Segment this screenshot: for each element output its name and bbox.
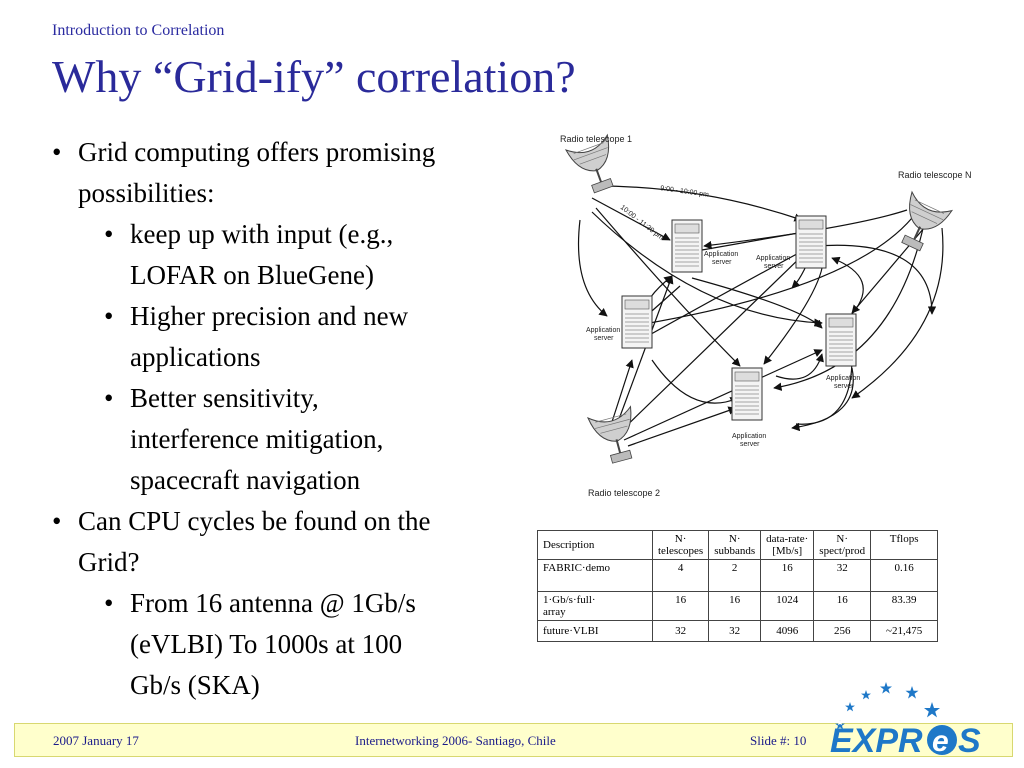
label-app-server: Application [586,327,621,334]
expres-logo [828,676,988,762]
header-cell: Description [538,531,653,560]
application-server-icon [796,216,826,268]
bullet-dot: • [104,219,114,249]
table-cell: FABRIC·demo [538,560,653,592]
section-title: Introduction to Correlation [52,22,225,39]
label-time-2: 10:00 - 11:30 pm [618,204,665,242]
table-cell: 256 [814,621,871,642]
footer-event: Internetworking 2006- Santiago, Chile [355,733,556,748]
logo-text-left: EXPR [830,722,923,760]
bullet-line: (eVLBI) To 1000s at 100 [130,629,403,659]
grid-correlation-diagram [552,128,978,504]
label-app-server: server [834,383,854,390]
label-telescope-1: Radio telescope 1 [560,134,633,144]
bullet-line: spacecraft navigation [130,465,361,495]
bullet-line: possibilities: [78,178,215,208]
label-app-server: server [740,441,760,448]
bullet-grid-computing [52,132,532,214]
performance-table [537,530,938,642]
logo-text-circle: e [932,725,949,758]
bullet-line: keep up with input (e.g., [130,219,394,249]
bullet-line: applications [130,342,261,372]
header-cell: data-rate· [Mb/s] [761,531,814,560]
table-row [538,560,938,592]
table-cell: 16 [761,560,814,592]
table-cell: 1024 [761,592,814,621]
table-row [538,592,938,621]
table-cell: ~21,475 [871,621,938,642]
table-cell: 32 [653,621,709,642]
header-cell: N· spect/prod [814,531,871,560]
bullet-higher-precision [104,296,532,378]
table-cell: 16 [814,592,871,621]
bullet-line: Higher precision and new [130,301,409,331]
table-cell: 32 [814,560,871,592]
label-app-server: Application [704,251,739,258]
bullet-line: From 16 antenna @ 1Gb/s [130,588,416,618]
slide-title: Why “Grid-ify” correlation? [52,51,576,102]
bullet-line: Grid? [78,547,140,577]
label-app-server: server [712,259,732,266]
label-telescope-2: Radio telescope 2 [588,488,661,498]
table-cell: future·VLBI [538,621,653,642]
label-app-server: Application [826,375,861,382]
table-cell: 4096 [761,621,814,642]
bullet-dot: • [104,301,114,331]
footer-date: 2007 January 17 [53,733,139,748]
header-cell: N· subbands [709,531,761,560]
label-app-server: Application [756,255,791,262]
table-cell: 0.16 [871,560,938,592]
bullet-dot: • [104,588,114,618]
table-cell: 32 [709,621,761,642]
table-header-row [538,531,938,560]
table-cell: 4 [653,560,709,592]
application-server-icon [826,314,856,366]
bullet-line: Better sensitivity, [130,383,319,413]
bullet-keep-up [104,214,532,296]
bullet-line: Grid computing offers promising [78,137,436,167]
bullet-line: Gb/s (SKA) [130,670,260,700]
radio-telescope-1-icon [566,135,624,197]
radio-telescope-2-icon [588,407,643,467]
bullet-dot: • [52,506,62,536]
application-server-icon [672,220,702,272]
footer-slide-number: Slide #: 10 [750,733,807,748]
logo-text-right: S [958,722,981,760]
label-app-server: server [594,335,614,342]
label-time-1: 9:00 - 10:00 pm [659,185,710,199]
table-cell: 1·Gb/s·full· array [538,592,653,621]
label-app-server: Application [732,433,767,440]
bullet-line: Can CPU cycles be found on the [78,506,431,536]
bullet-dot: • [104,383,114,413]
bullet-dot: • [52,137,62,167]
header-cell: Tflops [871,531,938,560]
header-cell: N· telescopes [653,531,709,560]
bullet-line: LOFAR on BlueGene) [130,260,374,290]
bullet-cpu-cycles [52,501,532,583]
application-server-icon [622,296,652,348]
table-cell: 16 [653,592,709,621]
application-server-icon [732,368,762,420]
bullet-list [52,132,532,706]
bullet-better-sensitivity [104,378,532,501]
label-telescope-n: Radio telescope N [898,170,972,180]
label-app-server: server [764,263,784,270]
table-cell: 16 [709,592,761,621]
bullet-antenna [104,583,532,706]
table-cell: 2 [709,560,761,592]
bullet-line: interference mitigation, [130,424,384,454]
table-row [538,621,938,642]
table-cell: 83.39 [871,592,938,621]
